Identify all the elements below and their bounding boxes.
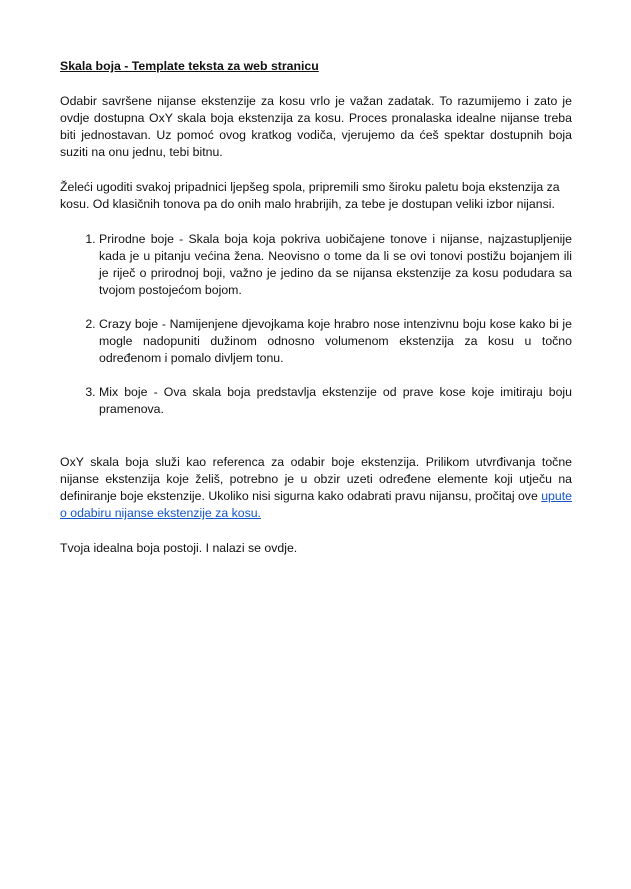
color-scale-list <box>60 231 572 418</box>
document-title: Skala boja - Template teksta za web stranicu <box>60 59 319 73</box>
list-item-crazy-colors: 2. Crazy boje - Namijenjene djevojkama koje hrabro nose intenzivnu boju kose kako bi je mogle nadopuniti dužinom odnosno volumenom ekstenzija za kosu u točno određenom i pomalo divljem tonu. <box>99 316 572 367</box>
list-item-natural-colors: 1. Prirodne boje - Skala boja koja pokriva uobičajene tonove i nijanse, najzastupljenije kada je u pitanju većina žena. Neovisno o tome da li se ovi tonovi postižu bojanjem ili je riječ o prirodnoj boji, važno je jedino da se nijansa ekstenzije za kosu podudara sa tvojom postojećom bojom. <box>99 231 572 299</box>
closing-paragraph: Tvoja idealna boja postoji. I nalazi se ovdje. <box>60 541 298 555</box>
intro-paragraph: Odabir savršene nijanse ekstenzije za kosu vrlo je važan zadatak. To razumijemo i zato je ovdje dostupna OxY skala boja ekstenzija za kosu. Proces pronalaska idealne nijanse treba biti jednostavan. Uz pomoć ovog kratkog vodiča, vjerujemo da ćeš spektar dostupnih boja suziti na onu jednu, tebi bitnu. <box>60 94 572 159</box>
reference-paragraph <box>60 454 572 522</box>
list-item-mix-colors: 3. Mix boje - Ova skala boja predstavlja ekstenzije od prave kose koje imitiraju boju pramenova. <box>99 384 572 418</box>
reference-paragraph-text: OxY skala boja služi kao referenca za odabir boje ekstenzija. Prilikom utvrđivanja točne nijanse ekstenzija koje želiš, potrebno je u obzir uzeti određene elemente koji utječu na definiranje boje ekstenzije. Ukoliko nisi sigurna kako odabrati pravu nijansu, pročitaj ove <box>60 455 572 503</box>
palette-paragraph: Želeći ugoditi svakoj pripadnici ljepšeg spola, pripremili smo široku paletu boja ekstenzija za kosu. Od klasičnih tonova pa do onih malo hrabrijih, za tebe je dostupan veliki izbor nijansi. <box>60 180 560 211</box>
document-page <box>60 58 572 557</box>
shade-guide-link[interactable]: upute o odabiru nijanse ekstenzije za kosu. <box>60 489 572 520</box>
